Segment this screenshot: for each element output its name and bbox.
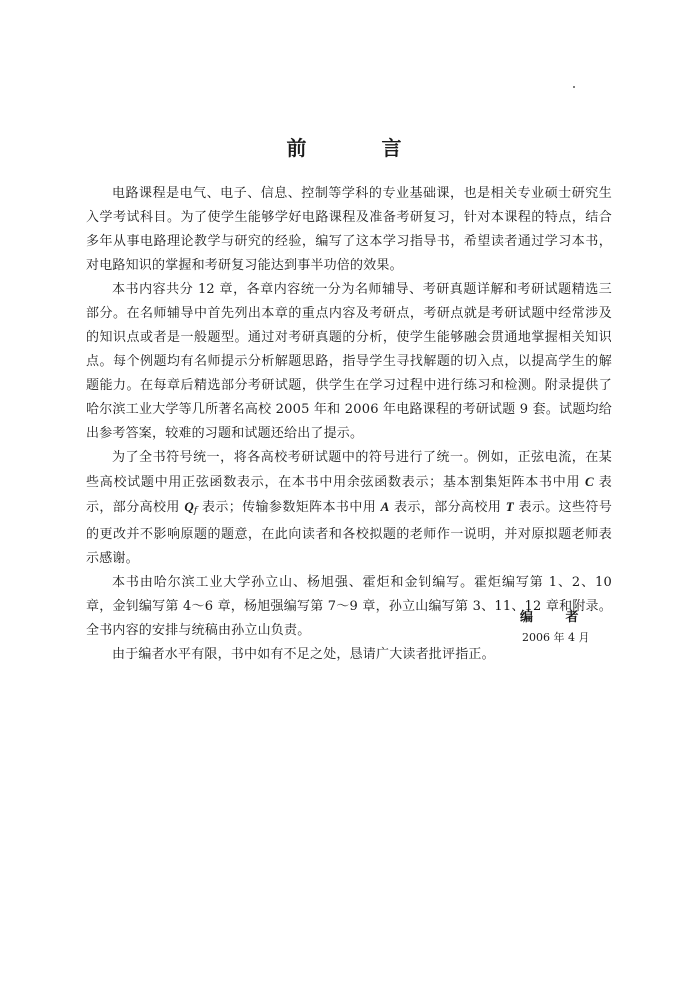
paragraph-symbols <box>86 446 612 571</box>
paragraph-intro: 电路课程是电气、电子、信息、控制等学科的专业基础课，也是相关专业硕士研究生入学考试科目。为了使学生能够学好电路课程及准备考研复习，针对本课程的特点，结合多年从事电路理论教学与研究的经验，编写了这本学习指导书，希望读者通过学习本书，对电路知识的掌握和考研复习能达到事半功倍的效果。 <box>86 186 612 273</box>
date: 2006 年 4 月 <box>522 631 590 644</box>
page-title: 前 言 <box>286 136 436 160</box>
symbol-q: Q <box>184 499 194 514</box>
symbols-text-3: 表示；传输参数矩阵本书中用 <box>197 500 381 515</box>
signature: 编 者 <box>520 610 593 625</box>
symbol-q-subscript: f <box>193 506 198 516</box>
paragraph-contents: 本书内容共分 12 章，各章内容统一分为名师辅导、考研真题详解和考研试题精选三部分。在名师辅导中首先列出本章的重点内容及考研点，考研点就是考研试题中经常涉及的知识点或者是一般题型。通过对考研真题的分析，使学生能够融会贯通地掌握相关知识点。每个例题均有名师提示分析解题思路，指导学生寻找解题的切入点，以提高学生的解题能力。在每章后精选部分考研试题，供学生在学习过程中进行练习和检测。附录提供了哈尔滨工业大学等几所著名高校 2005 年和 2006 年电路课程的考研试题 9 套。试题均给出参考答案，较难的习题和试题还给出了提示。 <box>86 282 612 441</box>
paragraph-authors: 本书由哈尔滨工业大学孙立山、杨旭强、霍炬和金钊编写。霍炬编写第 1、2、10 章，金钊编写第 4～6 章，杨旭强编写第 7～9 章，孙立山编写第 3、11、12 章和附录。全书内容的安排与统稿由孙立山负责。 <box>86 575 612 638</box>
paragraph-closing: 由于编者水平有限，书中如有不足之处，恳请广大读者批评指正。 <box>112 647 495 662</box>
symbols-text-2: 表示，部分高校用 <box>86 475 612 515</box>
symbol-c: C <box>585 474 594 489</box>
symbols-text-1: 为了全书符号统一，将各高校考研试题中的符号进行了统一。例如，正弦电流，在某些高校试题中用正弦函数表示，在本书中用余弦函数表示；基本割集矩阵本书中用 <box>86 450 612 490</box>
preface-body <box>86 182 612 667</box>
symbol-a: A <box>380 499 390 514</box>
symbols-text-4: 表示，部分高校用 <box>389 500 506 515</box>
symbols-text-5: 表示。这些符号的更改并不影响原题的题意，在此向读者和各校拟题的老师作一说明，并对原拟题老师表示感谢。 <box>86 500 613 566</box>
scan-speck <box>573 86 575 88</box>
symbol-t: T <box>505 499 514 514</box>
